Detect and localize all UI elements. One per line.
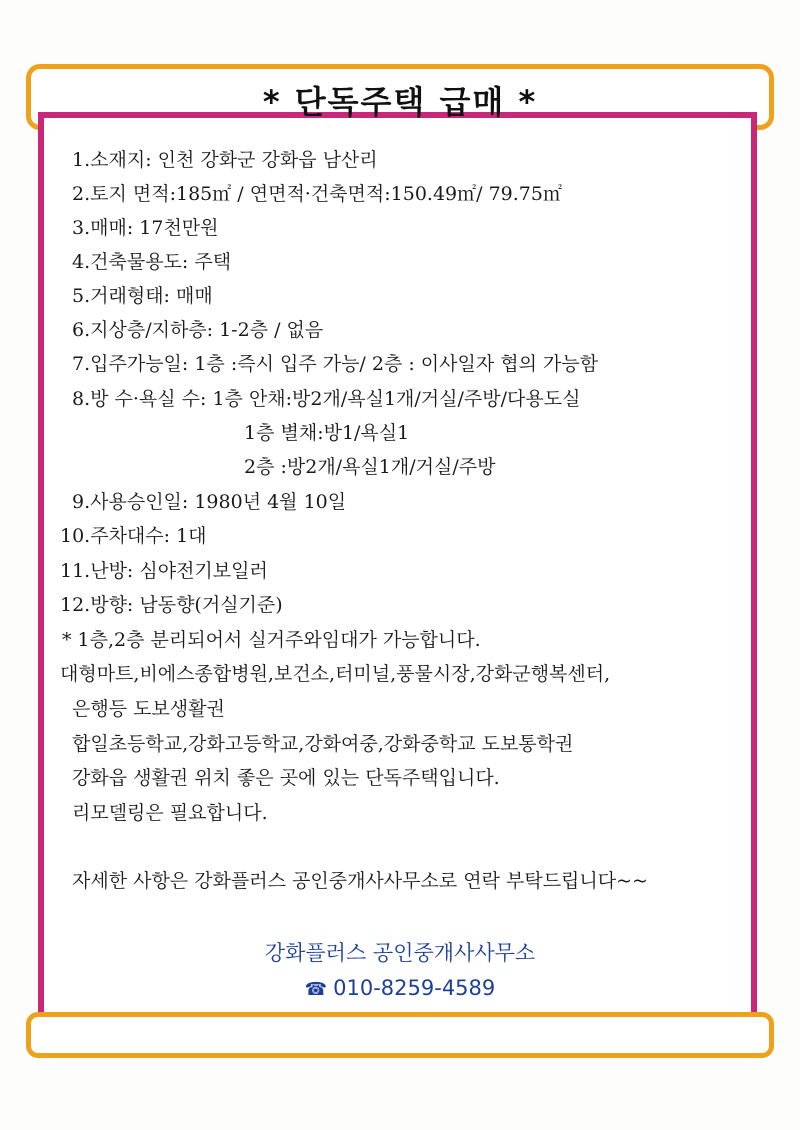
office-phone[interactable]: 010-8259-4589 (333, 976, 496, 1000)
bottom-scroll-banner (26, 1012, 774, 1058)
listing-line-rooms: 8.방 수·욕실 수: 1층 안채:방2개/욕실1개/거실/주방/다용도실 (72, 388, 581, 410)
listing-line-rooms-annex: 1층 별채:방1/욕실1 (244, 422, 410, 444)
office-phone-row[interactable] (0, 976, 800, 1000)
listing-line-rooms-2f: 2층 :방2개/욕실1개/거실/주방 (244, 456, 496, 478)
listing-line-location: 1.소재지: 인천 강화군 강화읍 남산리 (72, 149, 378, 171)
listing-note-amenities: 대형마트,비에스종합병원,보건소,터미널,풍물시장,강화군행복센터, (60, 663, 611, 685)
listing-line-floors: 6.지상층/지하층: 1-2층 / 없음 (72, 319, 324, 341)
page-title: * 단독주택 급매 * (262, 83, 538, 121)
listing-line-area: 2.토지 면적:185㎡ / 연면적·건축면적:150.49㎡/ 79.75㎡ (72, 183, 562, 205)
listing-line-deal-type: 5.거래형태: 매매 (72, 285, 213, 307)
listing-note-walking: 은행등 도보생활권 (72, 698, 225, 720)
listing-note-contact: 자세한 사항은 강화플러스 공인중개사사무소로 연락 부탁드립니다~~ (72, 870, 648, 892)
listing-line-price: 3.매매: 17천만원 (72, 217, 219, 239)
phone-icon: ☎ (304, 979, 328, 1000)
listing-line-direction: 12.방향: 남동향(거실기준) (60, 594, 283, 616)
listing-line-parking: 10.주차대수: 1대 (60, 525, 207, 547)
listing-line-approval: 9.사용승인일: 1980년 4월 10일 (72, 491, 347, 513)
listing-line-move-in: 7.입주가능일: 1층 :즉시 입주 가능/ 2층 : 이사일자 협의 가능함 (72, 353, 599, 375)
listing-line-heating: 11.난방: 심야전기보일러 (60, 560, 268, 582)
listing-note-separate: * 1층,2층 분리되어서 실거주와임대가 가능합니다. (62, 629, 481, 651)
listing-note-remodel: 리모델링은 필요합니다. (72, 802, 268, 824)
listing-line-usage: 4.건축물용도: 주택 (72, 251, 232, 273)
office-name: 강화플러스 공인중개사사무소 (264, 941, 536, 965)
listing-note-location: 강화읍 생활권 위치 좋은 곳에 있는 단독주택입니다. (72, 767, 500, 789)
listing-note-schools: 합일초등학교,강화고등학교,강화여중,강화중학교 도보통학권 (72, 733, 574, 755)
